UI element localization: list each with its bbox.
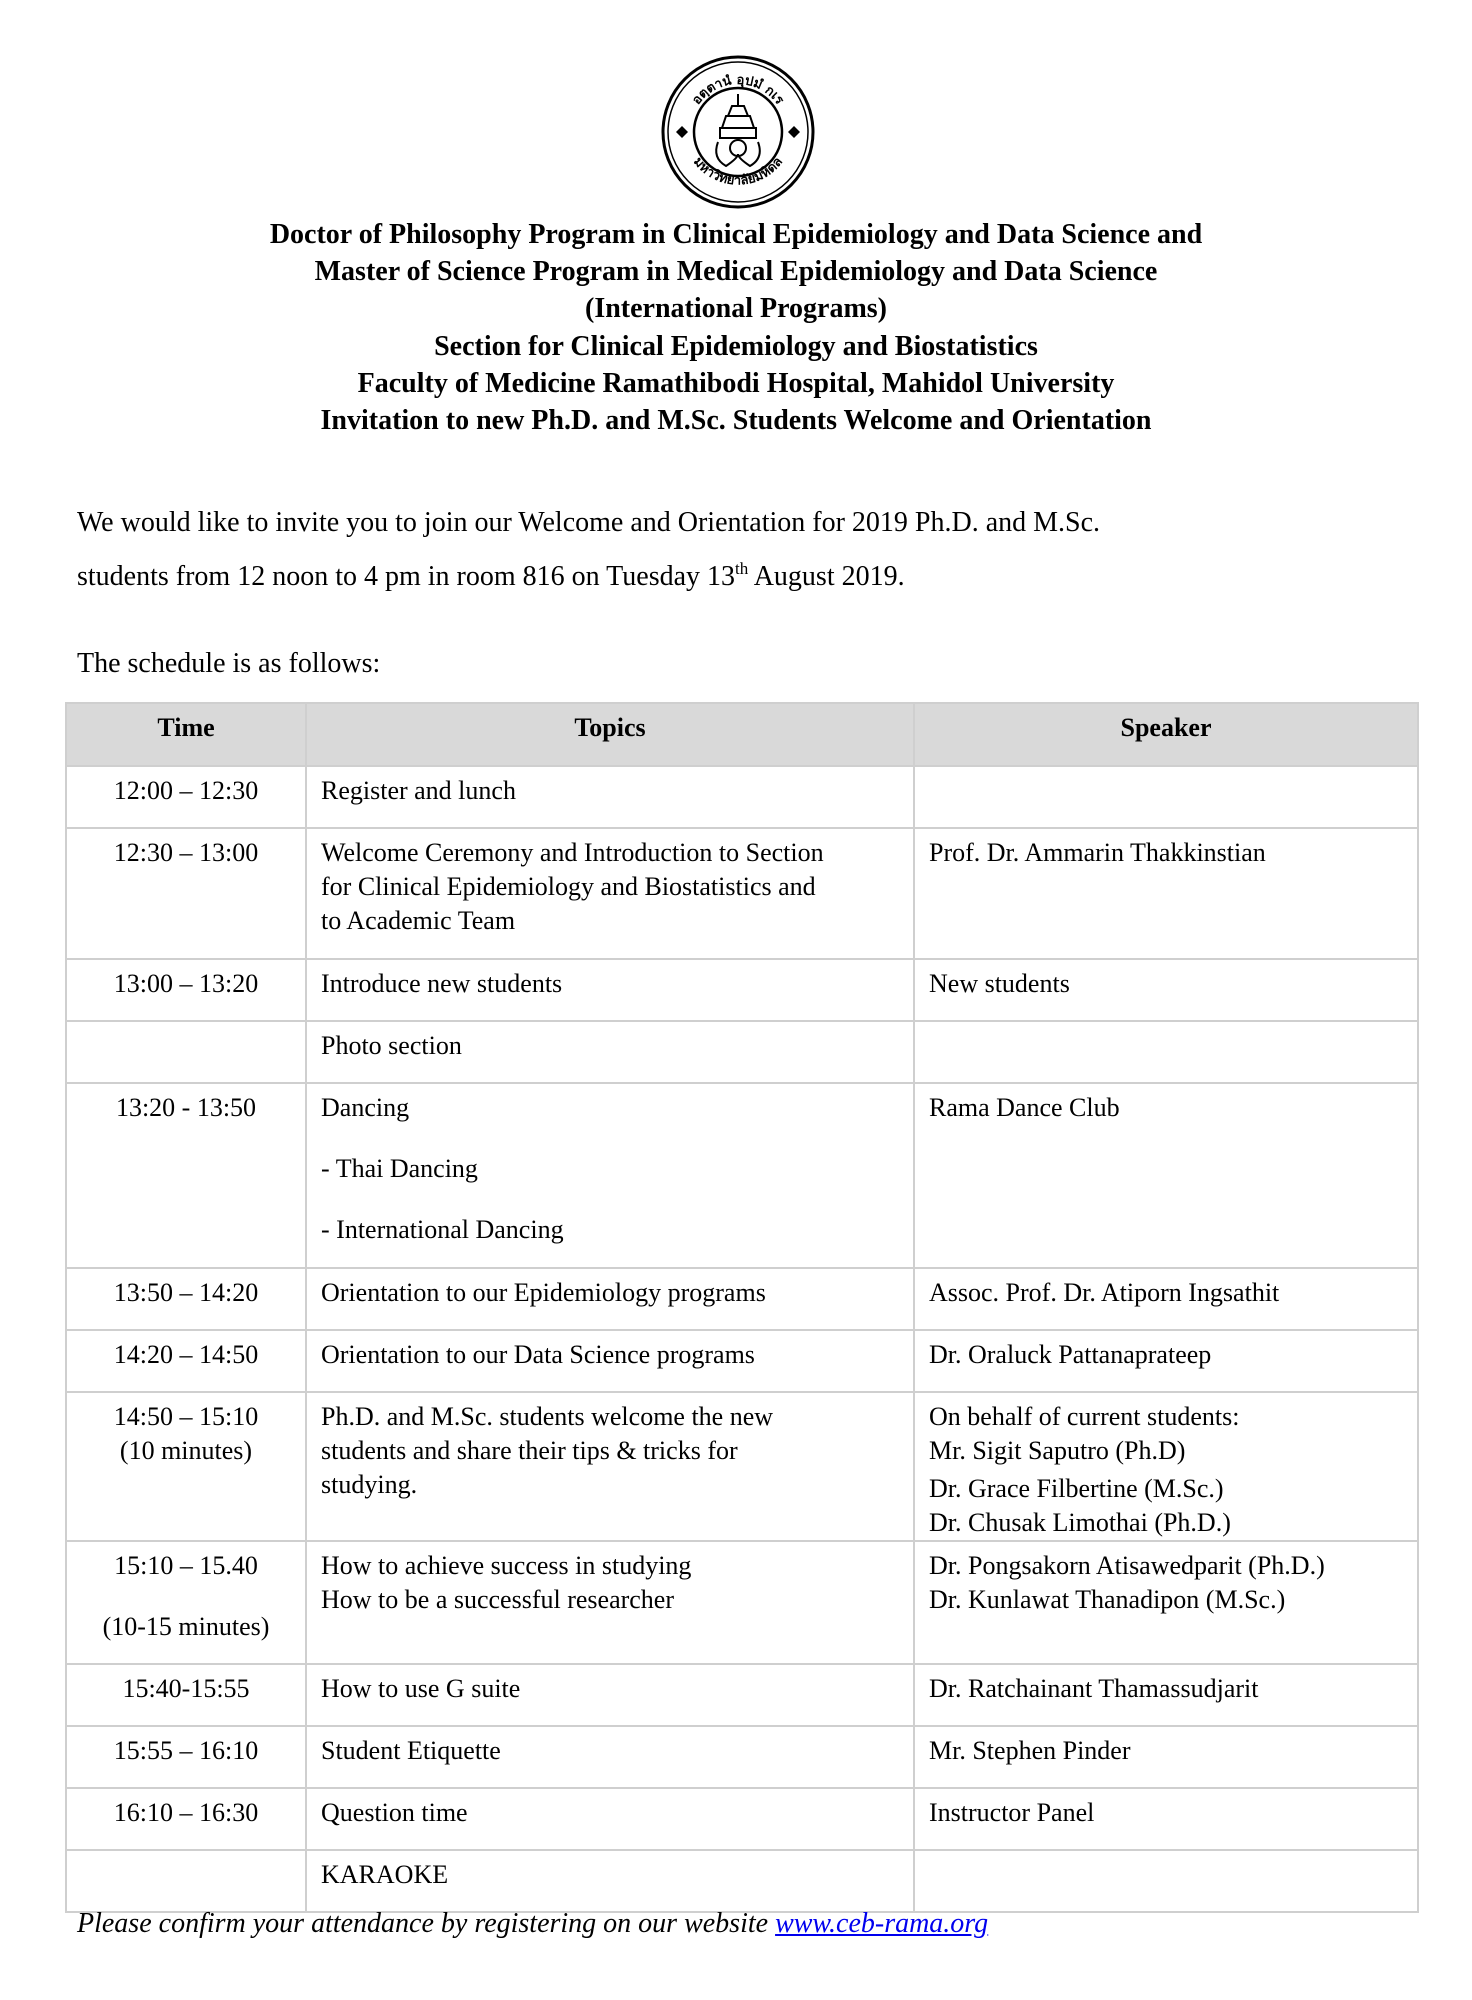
speaker-cell bbox=[914, 1392, 1418, 1541]
invitation-text: students from 12 noon to 4 pm in room 816 on Tuesday 13 bbox=[77, 561, 736, 592]
topic-cell-line: Orientation to our Data Science programs bbox=[321, 1340, 755, 1369]
attendance-text: Please confirm your attendance by registering on our website bbox=[77, 1908, 776, 1939]
table-row bbox=[66, 1664, 1418, 1726]
table-row bbox=[66, 1788, 1418, 1850]
invitation-text: August 2019. bbox=[748, 561, 905, 592]
topic-cell-line: How to use G suite bbox=[321, 1674, 521, 1703]
header-topics: Topics bbox=[306, 703, 914, 766]
invitation-paragraph bbox=[77, 496, 1417, 604]
topic-cell-line: Ph.D. and M.Sc. students welcome the new bbox=[321, 1402, 774, 1431]
header-time: Time bbox=[66, 703, 306, 766]
table-row bbox=[66, 1330, 1418, 1392]
topic-cell bbox=[306, 1788, 914, 1850]
document-heading bbox=[0, 216, 1472, 439]
topic-cell bbox=[306, 1664, 914, 1726]
topic-cell-line: Question time bbox=[321, 1798, 468, 1827]
topic-cell-line: Orientation to our Epidemiology programs bbox=[321, 1278, 766, 1307]
time-cell-line: 14:20 – 14:50 bbox=[113, 1340, 259, 1369]
time-cell-line: 12:30 – 13:00 bbox=[113, 838, 259, 867]
topic-cell bbox=[306, 828, 914, 959]
table-header-row bbox=[66, 703, 1418, 766]
time-cell bbox=[66, 1083, 306, 1268]
speaker-cell-line: Prof. Dr. Ammarin Thakkinstian bbox=[929, 838, 1266, 867]
invitation-line-2 bbox=[77, 550, 1417, 604]
topic-cell-line: - Thai Dancing bbox=[321, 1154, 478, 1183]
heading-line: Faculty of Medicine Ramathibodi Hospital, Mahidol University bbox=[357, 367, 1115, 399]
topic-cell-line: Register and lunch bbox=[321, 776, 516, 805]
heading-line: (International Programs) bbox=[585, 293, 887, 325]
time-cell-line: 13:50 – 14:20 bbox=[113, 1278, 259, 1307]
time-cell bbox=[66, 1788, 306, 1850]
topic-cell-line: Photo section bbox=[321, 1031, 462, 1060]
table-row bbox=[66, 1083, 1418, 1268]
time-cell-line: 12:00 – 12:30 bbox=[113, 776, 259, 805]
ordinal-suffix: th bbox=[735, 559, 749, 578]
time-cell bbox=[66, 1664, 306, 1726]
speaker-cell bbox=[914, 1850, 1418, 1912]
time-cell bbox=[66, 1021, 306, 1083]
heading-line: Invitation to new Ph.D. and M.Sc. Students Welcome and Orientation bbox=[320, 405, 1152, 437]
time-cell-line: 14:50 – 15:10 bbox=[113, 1402, 259, 1431]
topic-cell-line: Welcome Ceremony and Introduction to Section bbox=[321, 838, 824, 867]
time-cell bbox=[66, 1392, 306, 1541]
time-cell bbox=[66, 1726, 306, 1788]
table-row bbox=[66, 959, 1418, 1021]
time-cell-line: (10-15 minutes) bbox=[102, 1612, 270, 1641]
topic-cell bbox=[306, 959, 914, 1021]
time-cell bbox=[66, 1541, 306, 1664]
time-cell bbox=[66, 1850, 306, 1912]
speaker-cell bbox=[914, 1083, 1418, 1268]
topic-cell-line: Introduce new students bbox=[321, 969, 563, 998]
topic-cell bbox=[306, 1541, 914, 1664]
table-row bbox=[66, 1021, 1418, 1083]
speaker-cell bbox=[914, 959, 1418, 1021]
table-row bbox=[66, 1541, 1418, 1664]
topic-cell-line: How to achieve success in studying bbox=[321, 1551, 692, 1580]
topic-cell-line: for Clinical Epidemiology and Biostatistics and bbox=[321, 872, 816, 901]
speaker-cell-line: Dr. Pongsakorn Atisawedparit (Ph.D.) bbox=[929, 1551, 1325, 1580]
speaker-cell bbox=[914, 1268, 1418, 1330]
time-cell-line: (10 minutes) bbox=[119, 1436, 253, 1465]
time-cell-line: 13:00 – 13:20 bbox=[113, 969, 259, 998]
speaker-cell-line: Dr. Ratchainant Thamassudjarit bbox=[929, 1674, 1259, 1703]
attendance-note bbox=[77, 1904, 988, 1944]
time-cell bbox=[66, 1268, 306, 1330]
speaker-cell-line: Rama Dance Club bbox=[929, 1093, 1120, 1122]
speaker-cell bbox=[914, 1330, 1418, 1392]
speaker-cell bbox=[914, 1541, 1418, 1664]
speaker-cell-line: Instructor Panel bbox=[929, 1798, 1095, 1827]
seal-bottom-text: มหาวิทยาลัยมหิดล bbox=[690, 154, 786, 189]
topic-cell-line: students and share their tips & tricks for bbox=[321, 1436, 738, 1465]
speaker-cell bbox=[914, 1021, 1418, 1083]
topic-cell bbox=[306, 1392, 914, 1541]
topic-cell bbox=[306, 1850, 914, 1912]
topic-cell bbox=[306, 1268, 914, 1330]
time-cell-line: 13:20 - 13:50 bbox=[115, 1093, 257, 1122]
time-cell bbox=[66, 1330, 306, 1392]
speaker-cell-line: Mr. Sigit Saputro (Ph.D) bbox=[929, 1436, 1186, 1465]
time-cell-line: 15:55 – 16:10 bbox=[113, 1736, 259, 1765]
schedule-intro: The schedule is as follows: bbox=[77, 648, 381, 679]
speaker-cell bbox=[914, 828, 1418, 959]
topic-cell-line: to Academic Team bbox=[321, 906, 516, 935]
speaker-cell-line: New students bbox=[929, 969, 1070, 998]
time-cell-line: 15:10 – 15.40 bbox=[114, 1551, 258, 1580]
time-cell bbox=[66, 959, 306, 1021]
seal-graphic bbox=[660, 54, 816, 210]
speaker-cell bbox=[914, 1788, 1418, 1850]
speaker-cell bbox=[914, 1664, 1418, 1726]
seal-top-text: อตฺตานํ อุปมํ กเร bbox=[689, 72, 787, 108]
schedule-table bbox=[65, 702, 1419, 1913]
time-cell bbox=[66, 766, 306, 828]
topic-cell bbox=[306, 766, 914, 828]
topic-cell-line: studying. bbox=[321, 1470, 418, 1499]
speaker-cell-line: Dr. Kunlawat Thanadipon (M.Sc.) bbox=[929, 1585, 1286, 1614]
speaker-cell bbox=[914, 766, 1418, 828]
mahidol-university-seal-icon bbox=[660, 54, 816, 210]
invitation-line-1: We would like to invite you to join our Welcome and Orientation for 2019 Ph.D. and M.Sc. bbox=[77, 507, 1101, 538]
time-cell bbox=[66, 828, 306, 959]
table-row bbox=[66, 828, 1418, 959]
topic-cell-line: KARAOKE bbox=[321, 1860, 449, 1889]
topic-cell-line: Student Etiquette bbox=[321, 1736, 501, 1765]
table-row bbox=[66, 1850, 1418, 1912]
topic-cell bbox=[306, 1330, 914, 1392]
speaker-cell-line: Dr. Grace Filbertine (M.Sc.) bbox=[929, 1474, 1224, 1503]
heading-line: Section for Clinical Epidemiology and Biostatistics bbox=[434, 330, 1038, 362]
table-row bbox=[66, 1726, 1418, 1788]
website-link[interactable]: www.ceb-rama.org bbox=[775, 1908, 989, 1939]
speaker-cell-line: On behalf of current students: bbox=[929, 1402, 1240, 1431]
topic-cell-line: - International Dancing bbox=[321, 1215, 564, 1244]
speaker-cell bbox=[914, 1726, 1418, 1788]
speaker-cell-line: Assoc. Prof. Dr. Atiporn Ingsathit bbox=[929, 1278, 1280, 1307]
heading-line: Master of Science Program in Medical Epidemiology and Data Science bbox=[314, 256, 1158, 288]
topic-cell-line: How to be a successful researcher bbox=[321, 1585, 675, 1614]
header-speaker: Speaker bbox=[914, 703, 1418, 766]
heading-line: Doctor of Philosophy Program in Clinical Epidemiology and Data Science and bbox=[269, 219, 1203, 250]
table-row bbox=[66, 766, 1418, 828]
time-cell-line: 16:10 – 16:30 bbox=[113, 1798, 259, 1827]
table-row bbox=[66, 1392, 1418, 1541]
topic-cell bbox=[306, 1726, 914, 1788]
topic-cell bbox=[306, 1021, 914, 1083]
speaker-cell-line: Dr. Oraluck Pattanaprateep bbox=[929, 1340, 1212, 1369]
speaker-cell-line: Mr. Stephen Pinder bbox=[929, 1736, 1131, 1765]
time-cell-line: 15:40-15:55 bbox=[122, 1674, 250, 1703]
speaker-cell-line: Dr. Chusak Limothai (Ph.D.) bbox=[929, 1508, 1231, 1537]
topic-cell bbox=[306, 1083, 914, 1268]
table-row bbox=[66, 1268, 1418, 1330]
topic-cell-line: Dancing bbox=[321, 1093, 410, 1122]
